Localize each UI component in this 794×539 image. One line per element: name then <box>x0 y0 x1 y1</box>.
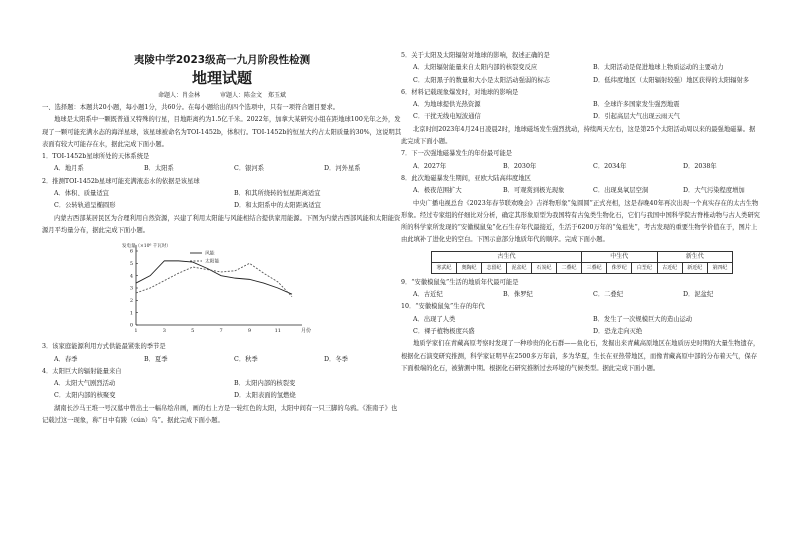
y-tick-label: 6 <box>129 248 133 255</box>
option: A．春季 <box>54 355 78 363</box>
q8-stem: 8．此次地磁暴发生期间，亚欧大陆高纬度地区 <box>401 174 531 182</box>
period-cell: 白垩纪 <box>636 264 652 271</box>
series-line-solar <box>136 264 292 297</box>
era-mesozoic <box>582 252 658 273</box>
q7-options <box>401 161 761 173</box>
q2-options <box>42 188 402 213</box>
passage-4: 北京时间2023年4月24日凌晨2时，地球磁场发生强烈扰动，持续两天左右，这是第25个太阳活动周以来的最强地磁暴。据此完成下面小题。 <box>401 125 756 146</box>
option: B．发生了一次规模巨大的造山运动 <box>593 315 693 323</box>
energy-chart <box>42 239 402 339</box>
period-cell: 第四纪 <box>712 264 728 271</box>
series-line-wind <box>136 261 292 294</box>
reviewers: 审题人：陈金文 郑玉斌 <box>219 92 286 99</box>
y-tick-label: 3 <box>129 285 133 292</box>
geologic-timeline <box>431 251 733 274</box>
option: B．侏罗纪 <box>503 291 533 299</box>
era-cenozoic <box>658 252 733 273</box>
option: D．2038年 <box>683 162 717 170</box>
option: B．和其所绕转的恒星距离适宜 <box>234 190 321 198</box>
period-cell: 侏罗纪 <box>607 263 632 273</box>
option: B．太阳活动是促进地球上物质运动的主要动力 <box>593 64 724 72</box>
option: A．太阳大气剧烈活动 <box>54 380 116 388</box>
q4-stem: 4．太阳巨大的辐射能量来自 <box>42 367 122 375</box>
option: B．2030年 <box>503 162 537 170</box>
option: A．古近纪 <box>413 291 443 299</box>
option: A．体积、质量适宜 <box>54 190 109 198</box>
q2-stem: 2．推测TOI-1452b星球可能充满液态水的依据是该星球 <box>42 177 200 185</box>
period-cell: 石炭纪 <box>532 263 557 273</box>
option: C．秋季 <box>234 355 258 363</box>
option: C．二叠纪 <box>593 291 624 299</box>
y-tick-label: 4 <box>129 273 133 280</box>
q9-stem: 9．“安徽模鼠兔”生活的地质年代最可能是 <box>401 278 519 286</box>
period-cell: 志留纪 <box>482 263 507 273</box>
period-cell: 奥陶纪 <box>457 263 482 273</box>
era-name: 古生代 <box>432 252 581 263</box>
q10-options <box>401 314 761 339</box>
passage-1: 地球是太阳系中一颗既普通又特殊的行星，目地距离约为1.5亿千米。2022年，加拿大某研究小组在距地球100光年之外，发现了一颗可能充满水态的海洋星球，该星球被命名为TOI-1452b，体积行。TOI-1452b的恒星大约占太阳质量的30%，这说明其表面有较大可能存在水，据此完成下面小题。 <box>42 116 402 148</box>
period-row <box>582 263 657 273</box>
q9-options <box>401 289 761 301</box>
era-name: 新生代 <box>658 252 733 263</box>
q6-stem: 6．材料记载现象爆发时，对地球的影响是 <box>401 88 519 96</box>
energy-chart-svg <box>102 239 332 339</box>
era-name: 中生代 <box>582 252 657 263</box>
option: B．全球许多国家发生强烈地震 <box>593 101 680 109</box>
passage-5: 中央广播电视总台《2023年春节联欢晚会》吉祥物形象“兔圆圆”正式亮相，这是春晚40年再次出现一个真实存在的太古生物形象。经过专家组的仔细比对分析，确定其形象原型为我国特有古兔类生物化石，它们与我国中国科学院古脊椎动物与古人类研究所的科学家所发现的“安徽模鼠兔”化石生存年代最接近，生活于6200万年的“兔祖先”，考古发现的重要生物学价值在于，图片上由此填补了进化史的空白。下图示意部分地质年代的顺序。完成下面小题。 <box>401 199 760 244</box>
y-tick-label: 5 <box>129 261 133 268</box>
setter: 命题人：肖金林 <box>158 92 201 99</box>
passage-2: 内蒙古西部某居民区为合理利用自然资源，兴建了利用太阳能与风能相结合提供家用能源。下图为内蒙古西部风能和太阳能资源月平均量分布，据此完成下面小题。 <box>42 214 401 234</box>
y-tick-label: 0 <box>129 322 133 329</box>
subject-title: 地理试题 <box>191 69 252 87</box>
x-tick-label: 1 <box>134 328 138 335</box>
q1-options <box>42 163 402 175</box>
legend-label: 风能 <box>205 251 215 257</box>
section-instruction: 一、选择题：本题共20小题，每小题1分，共60分。在每小题给出的四个选项中，只有一项符合题目要求。 <box>42 104 340 111</box>
left-column <box>42 44 402 427</box>
option: D．和太阳系中的太阳距离适宜 <box>234 202 321 210</box>
x-tick-label: 3 <box>162 328 166 335</box>
option: C．干扰无线电短波通信 <box>413 113 481 121</box>
authors-line <box>42 90 402 102</box>
legend-label: 太阳能 <box>205 259 220 265</box>
q6-options <box>401 99 761 124</box>
option: D．泥盆纪 <box>683 291 714 299</box>
passage-3: 湖南长沙马王堆一号汉墓中曾出土一幅帛绘帛画，画的右上方是一轮红色的太阳，太阳中间有一只三脚的乌鸦。《淮南子》也记载过这一现象，称“日中有踆（cún）乌”。据此完成下面小题。 <box>42 404 398 425</box>
q5-stem: 5．关于太阳及太阳辐射对地球的影响，叙述正确的是 <box>401 52 550 59</box>
option: C．太阳黑子的数量和大小是太阳活动强弱的标志 <box>413 76 551 84</box>
y-tick-label: 2 <box>129 298 133 305</box>
option: A．2027年 <box>413 162 447 170</box>
q8-options <box>401 185 761 197</box>
q10-stem: 10．“安徽模鼠兔”生存的年代 <box>401 303 485 311</box>
option: D．低纬度地区（太阳辐射较强）地区获得的太阳辐射多 <box>593 76 750 84</box>
option: B．太阳内部的核裂变 <box>234 380 296 388</box>
period-row <box>432 263 581 273</box>
option: C．太阳内部的核聚变 <box>54 392 116 400</box>
option: B．可观赏到极光现象 <box>503 187 565 195</box>
option: D．引起高层大气出现云雨天气 <box>593 113 680 121</box>
q4-options <box>42 378 402 403</box>
option: C．裸子植物极度兴盛 <box>413 327 475 335</box>
option: D．大气污染程度增加 <box>683 187 745 195</box>
option: B．太阳系 <box>144 165 174 173</box>
period-row <box>658 263 733 273</box>
option: A．地月系 <box>54 165 84 173</box>
q7-stem: 7．下一次强地磁暴发生的年份最可能是 <box>401 150 513 158</box>
option: D．恐龙走向灭绝 <box>593 327 643 335</box>
option: D．冬季 <box>324 355 348 363</box>
option: D．太阳表面的氢燃烧 <box>234 392 296 400</box>
option: D．河外星系 <box>324 165 361 173</box>
era-paleozoic <box>432 252 582 273</box>
x-tick-label: 5 <box>191 328 195 335</box>
period-cell: 二叠纪 <box>561 264 577 271</box>
period-cell: 新近纪 <box>683 263 708 273</box>
option: B．夏季 <box>144 355 168 363</box>
period-cell: 泥盆纪 <box>507 263 532 273</box>
passage-6: 地质学家们在青藏高原考察时发现了一种珍贵的化石群——鱼化石，发掘出来青藏高原地区在地质历史时期的大量生物遗存，根据化石演变研究推测，科学家证明早在2500多万年前，多为华夏，生长在亚热带地区，而像青藏高原中部的分布着天气，保存下面极端的化石，被猜测中期。根据化石研究推断过去环境的气候类型。据此完成下面小题。 <box>401 340 760 372</box>
q3-stem: 3．该家庭能源利用方式供能最紧张的季节是 <box>42 343 166 351</box>
option: A．极夜范围扩大 <box>413 187 462 195</box>
q1-stem: 1．TOI-1452b星球所处的天体系统是 <box>42 153 150 161</box>
option: A．太阳辐射能量来自太阳内部的核裂变反应 <box>413 64 538 72</box>
x-tick-label: 月份 <box>300 328 312 335</box>
period-cell: 寒武纪 <box>432 263 457 273</box>
option: C．公转轨道呈椭圆形 <box>54 202 116 210</box>
option: C．银河系 <box>234 165 265 173</box>
period-cell: 古近纪 <box>658 263 683 273</box>
y-axis-label: 发电量（×10⁶ 千瓦时） <box>122 244 171 250</box>
x-tick-label: 7 <box>219 328 223 335</box>
period-cell: 三叠纪 <box>582 263 607 273</box>
option: C．出现臭氧层空洞 <box>593 187 649 195</box>
q5-options <box>401 62 761 87</box>
exam-title: 夷陵中学2023级高一九月阶段性检测 <box>133 54 311 66</box>
x-tick-label: 11 <box>274 328 282 335</box>
option: A．出现了人类 <box>413 315 456 323</box>
q3-options <box>42 354 402 366</box>
x-tick-label: 9 <box>247 328 252 335</box>
option: A．为地球提供光热资源 <box>413 101 481 109</box>
y-tick-label: 1 <box>129 310 133 317</box>
right-column <box>401 50 761 375</box>
option: C．2034年 <box>593 162 627 170</box>
